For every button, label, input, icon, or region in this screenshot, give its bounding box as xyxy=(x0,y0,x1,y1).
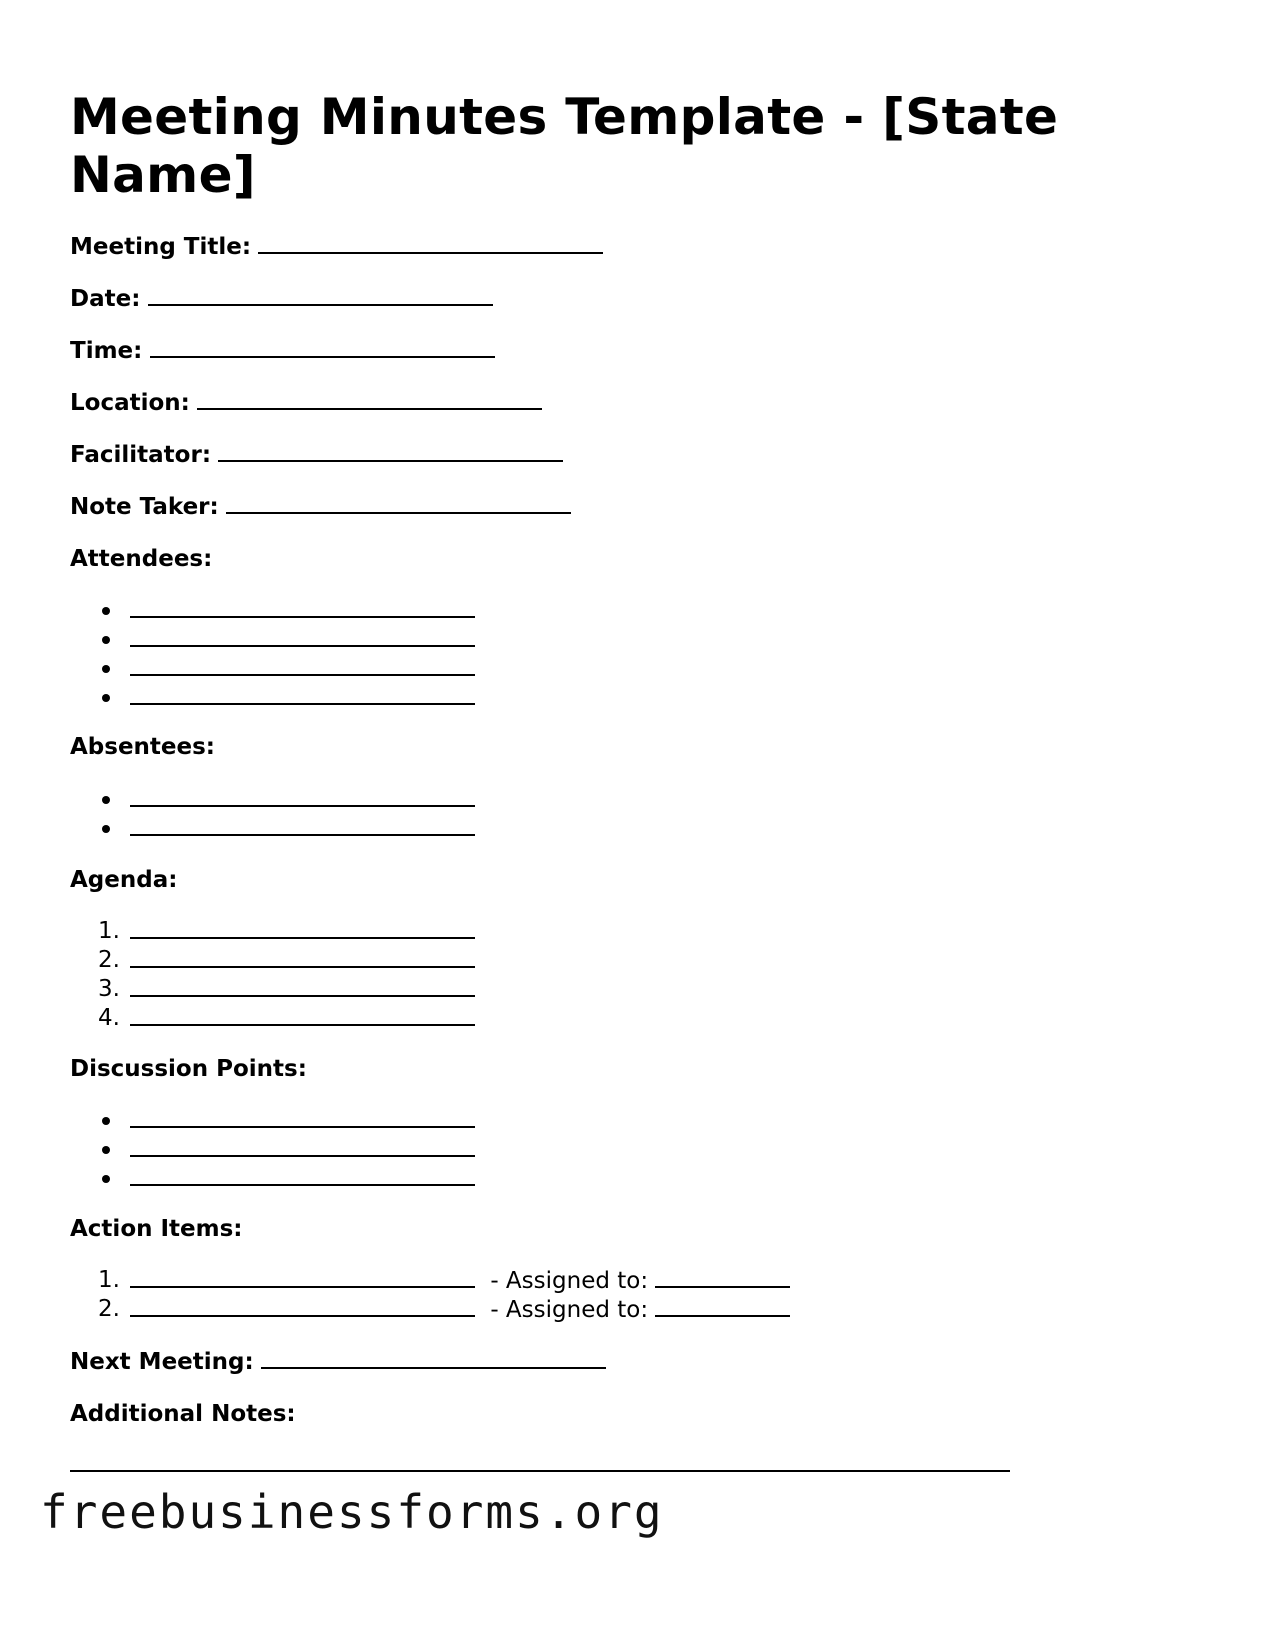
bullet-icon xyxy=(102,665,110,673)
agenda-blank[interactable] xyxy=(130,1004,475,1026)
date-label: Date: xyxy=(70,286,141,312)
assigned-to-label: - Assigned to: xyxy=(490,1268,649,1294)
attendees-list xyxy=(100,596,475,712)
assigned-to-blank[interactable] xyxy=(655,1295,790,1317)
list-item xyxy=(100,785,475,814)
discussion-blank[interactable] xyxy=(130,1135,475,1157)
agenda-blank[interactable] xyxy=(130,946,475,968)
list-item xyxy=(100,917,475,946)
list-item xyxy=(100,1295,790,1324)
bullet-icon xyxy=(102,1175,110,1183)
page-title: Meeting Minutes Template - [State Name] xyxy=(70,88,1059,204)
next-meeting-field xyxy=(70,1347,606,1377)
next-meeting-label: Next Meeting: xyxy=(70,1349,254,1375)
list-item xyxy=(100,1164,475,1193)
bullet-icon xyxy=(102,694,110,702)
agenda-blank[interactable] xyxy=(130,917,475,939)
agenda-heading xyxy=(70,865,177,895)
next-meeting-blank[interactable] xyxy=(261,1347,606,1369)
list-item xyxy=(100,596,475,625)
discussion-blank[interactable] xyxy=(130,1164,475,1186)
list-item xyxy=(100,1106,475,1135)
meeting-title-blank[interactable] xyxy=(258,232,603,254)
discussion-points-label: Discussion Points: xyxy=(70,1056,307,1082)
facilitator-field xyxy=(70,440,563,470)
meeting-title-label: Meeting Title: xyxy=(70,234,252,260)
watermark: freebusinessforms.org xyxy=(40,1485,664,1539)
date-blank[interactable] xyxy=(148,284,493,306)
list-item xyxy=(100,1135,475,1164)
absentees-heading xyxy=(70,732,215,762)
assigned-to-label: - Assigned to: xyxy=(490,1297,649,1323)
action-items-label: Action Items: xyxy=(70,1216,243,1242)
agenda-number: 4. xyxy=(98,1005,120,1031)
meeting-title-field xyxy=(70,232,603,262)
agenda-number: 1. xyxy=(98,918,120,944)
facilitator-label: Facilitator: xyxy=(70,442,212,468)
time-field xyxy=(70,336,495,366)
action-item-blank[interactable] xyxy=(130,1266,475,1288)
location-field xyxy=(70,388,542,418)
bullet-icon xyxy=(102,796,110,804)
note-taker-field xyxy=(70,492,571,522)
date-field xyxy=(70,284,493,314)
discussion-points-list xyxy=(100,1106,475,1193)
bullet-icon xyxy=(102,1146,110,1154)
attendee-blank[interactable] xyxy=(130,625,475,647)
facilitator-blank[interactable] xyxy=(218,440,563,462)
absentees-label: Absentees: xyxy=(70,734,216,760)
list-item xyxy=(100,1004,475,1033)
agenda-blank[interactable] xyxy=(130,975,475,997)
agenda-number: 3. xyxy=(98,976,120,1002)
additional-notes-blank[interactable] xyxy=(70,1450,1010,1472)
list-item xyxy=(100,975,475,1004)
list-item xyxy=(100,625,475,654)
list-item xyxy=(100,946,475,975)
note-taker-label: Note Taker: xyxy=(70,494,219,520)
additional-notes-heading xyxy=(70,1399,296,1429)
list-item xyxy=(100,683,475,712)
discussion-blank[interactable] xyxy=(130,1106,475,1128)
time-label: Time: xyxy=(70,338,143,364)
action-items-list xyxy=(100,1266,790,1324)
additional-notes-field xyxy=(70,1450,1010,1480)
list-item xyxy=(100,1266,790,1295)
list-item xyxy=(100,654,475,683)
time-blank[interactable] xyxy=(150,336,495,358)
agenda-label: Agenda: xyxy=(70,867,178,893)
note-taker-blank[interactable] xyxy=(226,492,571,514)
action-item-number: 2. xyxy=(98,1296,120,1322)
bullet-icon xyxy=(102,825,110,833)
additional-notes-label: Additional Notes: xyxy=(70,1401,296,1427)
action-item-blank[interactable] xyxy=(130,1295,475,1317)
agenda-list xyxy=(100,917,475,1033)
discussion-points-heading xyxy=(70,1054,307,1084)
assigned-to-blank[interactable] xyxy=(655,1266,790,1288)
attendee-blank[interactable] xyxy=(130,654,475,676)
action-item-number: 1. xyxy=(98,1267,120,1293)
location-label: Location: xyxy=(70,390,190,416)
absentee-blank[interactable] xyxy=(130,814,475,836)
list-item xyxy=(100,814,475,843)
attendee-blank[interactable] xyxy=(130,683,475,705)
absentees-list xyxy=(100,785,475,843)
bullet-icon xyxy=(102,607,110,615)
attendees-label: Attendees: xyxy=(70,546,213,572)
bullet-icon xyxy=(102,636,110,644)
attendee-blank[interactable] xyxy=(130,596,475,618)
location-blank[interactable] xyxy=(197,388,542,410)
action-items-heading xyxy=(70,1214,243,1244)
attendees-heading xyxy=(70,544,212,574)
absentee-blank[interactable] xyxy=(130,785,475,807)
bullet-icon xyxy=(102,1117,110,1125)
agenda-number: 2. xyxy=(98,947,120,973)
